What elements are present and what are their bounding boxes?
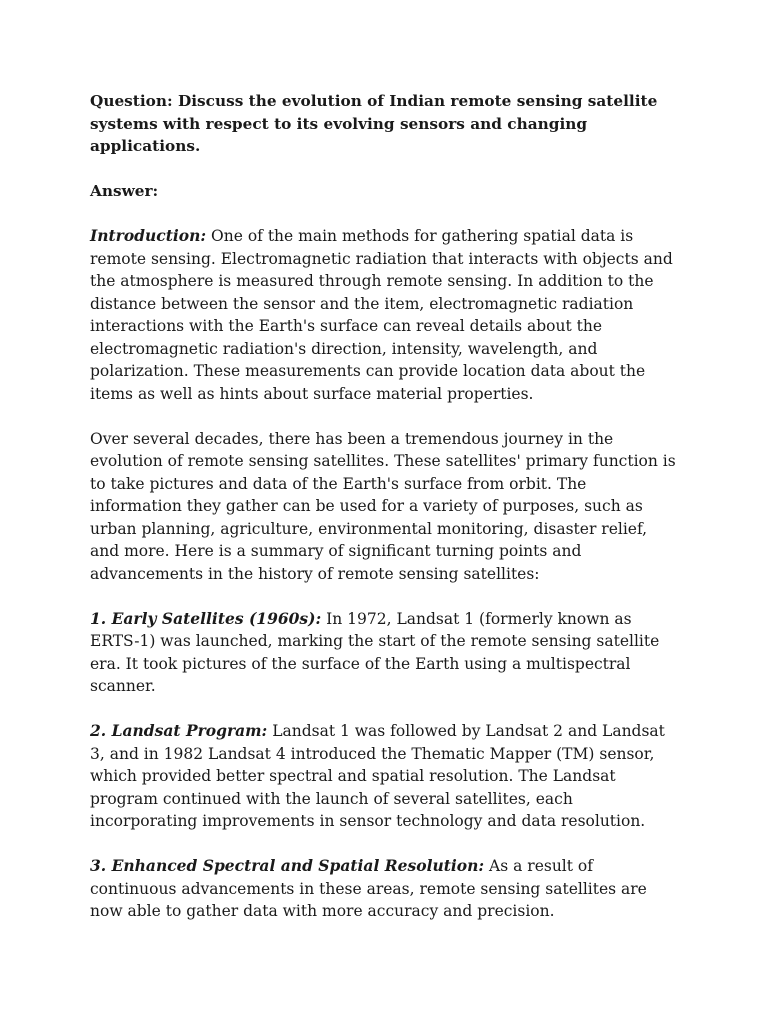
document-page (90, 90, 680, 945)
point-text: As a result of continuous advancements in these areas, remote sensing satellites are now able to gather data with more accuracy and precision. (90, 857, 647, 920)
point-early-satellites (90, 608, 680, 698)
introduction-paragraph (90, 225, 680, 405)
point-lead: 1. Early Satellites (1960s): (90, 608, 322, 628)
point-lead: 3. Enhanced Spectral and Spatial Resolution: (90, 856, 485, 875)
introduction-text: One of the main methods for gathering spatial data is remote sensing. Electromagnetic radiation that interacts with objects and the atmosphere is measured through remote sensing. In addition to the distance between the sensor and the item, electromagnetic radiation interactions with the Earth's surface can reveal details about the electromagnetic radiation's direction, intensity, wavelength, and polarization. These measurements can provide location data about the items as well as hints about surface material properties. (90, 227, 673, 403)
point-landsat-program (90, 720, 680, 833)
answer-label: Answer: (90, 182, 159, 200)
overview-paragraph: Over several decades, there has been a tremendous journey in the evolution of remote sensing satellites. These satellites' primary function is to take pictures and data of the Earth's surface from orbit. The information they gather can be used for a variety of purposes, such as urban planning, agriculture, environmental monitoring, disaster relief, and more. Here is a summary of significant turning points and advancements in the history of remote sensing satellites: (90, 429, 676, 583)
introduction-lead: Introduction: (90, 226, 207, 245)
point-lead: 2. Landsat Program: (90, 721, 268, 740)
point-enhanced-resolution (90, 855, 680, 923)
point-text: In 1972, Landsat 1 (formerly known as ERTS-1) was launched, marking the start of the remote sensing satellite era. It took pictures of the surface of the Earth using a multispectral scanner. (90, 609, 660, 695)
question-text: Question: Discuss the evolution of Indian remote sensing satellite systems with respect to its evolving sensors and changing applications. (90, 92, 658, 155)
point-text: Landsat 1 was followed by Landsat 2 and Landsat 3, and in 1982 Landsat 4 introduced the Thematic Mapper (TM) sensor, which provided better spectral and spatial resolution. The Landsat program continued with the launch of several satellites, each incorporating improvements in sensor technology and data resolution. (90, 722, 665, 830)
